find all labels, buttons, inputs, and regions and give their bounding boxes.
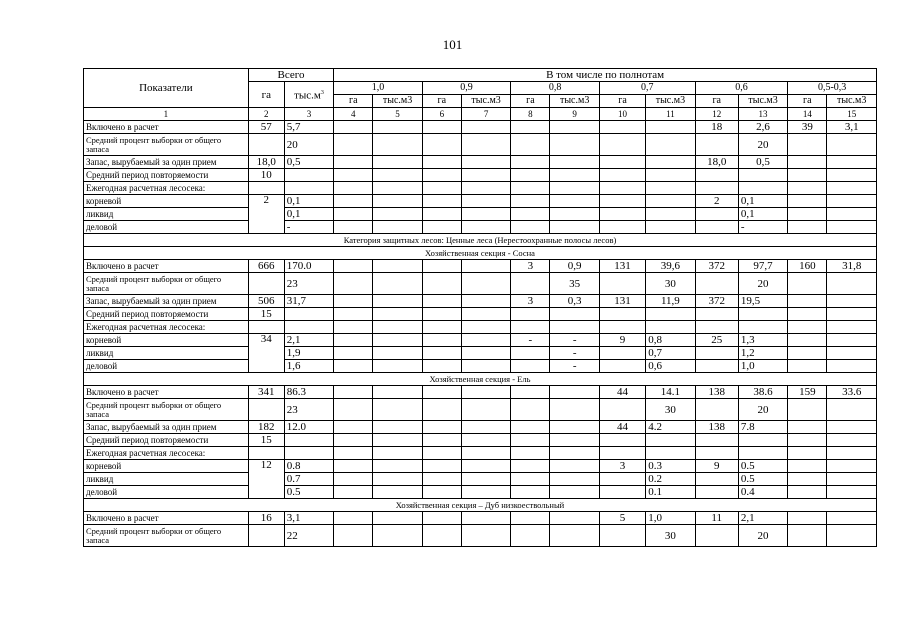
cell: 30 — [646, 399, 695, 421]
row-label: Включено в расчет — [84, 260, 249, 273]
cell: 23 — [284, 399, 333, 421]
cell: 9 — [695, 460, 738, 473]
unit-ha: га — [511, 95, 550, 108]
cell: 1,6 — [284, 360, 333, 373]
row-label: Запас, вырубаемый за один прием — [84, 295, 249, 308]
cell: 0.5 — [738, 460, 787, 473]
section-row — [84, 499, 877, 512]
cell: 2,1 — [284, 334, 333, 347]
density-0-6: 0,6 — [695, 82, 788, 95]
density-0-5-0-3: 0,5-0,3 — [788, 82, 877, 95]
cell: 5,7 — [284, 121, 333, 134]
table-row — [84, 421, 877, 434]
cell: 0,5 — [284, 156, 333, 169]
including-header: В том числе по полнотам — [334, 69, 877, 82]
cell: 0,8 — [646, 334, 695, 347]
section-row — [84, 373, 877, 386]
total-header: Всего — [248, 69, 333, 82]
col-num: 1 — [84, 108, 249, 121]
cell: 372 — [695, 295, 738, 308]
table-row — [84, 347, 877, 360]
cell: 31,7 — [284, 295, 333, 308]
cell: 39 — [788, 121, 827, 134]
row-label: Включено в расчет — [84, 386, 249, 399]
cell: 16 — [248, 512, 284, 525]
cell: 30 — [646, 525, 695, 547]
col-num: 6 — [422, 108, 461, 121]
cell: 20 — [738, 399, 787, 421]
cell: 39,6 — [646, 260, 695, 273]
table-row — [84, 512, 877, 525]
cell: 22 — [284, 525, 333, 547]
table-row — [84, 156, 877, 169]
table-row — [84, 386, 877, 399]
cell: 1,2 — [738, 347, 787, 360]
table-row — [84, 308, 877, 321]
cell: - — [511, 334, 550, 347]
cell: 12.0 — [284, 421, 333, 434]
total-ha-header: га — [248, 82, 284, 108]
cell: 0.3 — [646, 460, 695, 473]
category-title: Категория защитных лесов: Ценные леса (Нерестоохранные полосы лесов) — [84, 234, 877, 247]
cell: 86.3 — [284, 386, 333, 399]
cell: 0.5 — [284, 486, 333, 499]
table-row — [84, 525, 877, 547]
cell: 4.2 — [646, 421, 695, 434]
cell: 19,5 — [738, 295, 787, 308]
unit-ha: га — [422, 95, 461, 108]
table-row — [84, 182, 877, 195]
indicators-header: Показатели — [84, 69, 249, 108]
row-label: Средний процент выборки от общего запаса — [84, 525, 249, 547]
col-num: 15 — [827, 108, 877, 121]
density-0-8: 0,8 — [511, 82, 600, 95]
cell: 97,7 — [738, 260, 787, 273]
cell: 0.2 — [646, 473, 695, 486]
col-num: 7 — [461, 108, 510, 121]
table-row — [84, 473, 877, 486]
row-label: Запас, вырубаемый за один прием — [84, 421, 249, 434]
row-label: Средний период повторяемости — [84, 434, 249, 447]
cell: 0,3 — [550, 295, 599, 308]
cell: 25 — [695, 334, 738, 347]
cell: 5 — [599, 512, 645, 525]
density-0-9: 0,9 — [422, 82, 511, 95]
cell: 506 — [248, 295, 284, 308]
row-label: Ежегодная расчетная лесосека: — [84, 447, 249, 460]
table-row — [84, 195, 877, 208]
cell: 0,7 — [646, 347, 695, 360]
unit-m3: тыс.м3 — [738, 95, 787, 108]
table-row — [84, 360, 877, 373]
row-label: ликвид — [84, 208, 249, 221]
col-num: 10 — [599, 108, 645, 121]
cell: 3 — [599, 460, 645, 473]
unit-ha: га — [695, 95, 738, 108]
cell: 372 — [695, 260, 738, 273]
row-label: деловой — [84, 486, 249, 499]
cell: 31,8 — [827, 260, 877, 273]
row-label: Ежегодная расчетная лесосека: — [84, 321, 249, 334]
cell: 18,0 — [695, 156, 738, 169]
unit-m3: тыс.м3 — [461, 95, 510, 108]
total-m3-header: $тыс.м^3$ — [284, 82, 333, 108]
cell: 11,9 — [646, 295, 695, 308]
cell: 0,1 — [738, 195, 787, 208]
cell: 1,0 — [646, 512, 695, 525]
unit-m3: тыс.м3 — [550, 95, 599, 108]
table-row — [84, 134, 877, 156]
cell: 38.6 — [738, 386, 787, 399]
table-row — [84, 260, 877, 273]
cell: 30 — [646, 273, 695, 295]
cell: 1,3 — [738, 334, 787, 347]
cell: 1,0 — [738, 360, 787, 373]
cell: 666 — [248, 260, 284, 273]
cell: 0,6 — [646, 360, 695, 373]
cell: - — [550, 360, 599, 373]
cell: 44 — [599, 386, 645, 399]
cell: 35 — [550, 273, 599, 295]
row-label: Включено в расчет — [84, 121, 249, 134]
cell: 160 — [788, 260, 827, 273]
cell: - — [284, 221, 333, 234]
cell: 14.1 — [646, 386, 695, 399]
col-num: 11 — [646, 108, 695, 121]
density-0-7: 0,7 — [599, 82, 695, 95]
row-label: ликвид — [84, 473, 249, 486]
unit-ha: га — [334, 95, 373, 108]
cell: 138 — [695, 421, 738, 434]
row-label: Средний период повторяемости — [84, 308, 249, 321]
col-num: 2 — [248, 108, 284, 121]
cell: 57 — [248, 121, 284, 134]
cell: 34 — [248, 334, 284, 373]
cell: 2,1 — [738, 512, 787, 525]
cell: 44 — [599, 421, 645, 434]
table-row — [84, 321, 877, 334]
cell: 0,1 — [284, 208, 333, 221]
cell: 18 — [695, 121, 738, 134]
cell: - — [550, 334, 599, 347]
cell: 20 — [284, 134, 333, 156]
table-row — [84, 273, 877, 295]
cell: 20 — [738, 273, 787, 295]
row-label: Средний процент выборки от общего запаса — [84, 399, 249, 421]
cell: 7.8 — [738, 421, 787, 434]
cell: 0.8 — [284, 460, 333, 473]
cell: 2 — [248, 195, 284, 234]
cell: 20 — [738, 134, 787, 156]
table-row — [84, 169, 877, 182]
cell: 3,1 — [827, 121, 877, 134]
cell: 33.6 — [827, 386, 877, 399]
cell: 131 — [599, 295, 645, 308]
cell: - — [738, 221, 787, 234]
cell: 0.1 — [646, 486, 695, 499]
row-label: Средний процент выборки от общего запаса — [84, 273, 249, 295]
cell: 182 — [248, 421, 284, 434]
cell: 0.5 — [738, 473, 787, 486]
cell: 15 — [248, 434, 284, 447]
col-num: 9 — [550, 108, 599, 121]
header-row-1 — [84, 69, 877, 82]
row-label: Ежегодная расчетная лесосека: — [84, 182, 249, 195]
cell: 138 — [695, 386, 738, 399]
section-title-spruce: Хозяйственная секция - Ель — [84, 373, 877, 386]
row-label: деловой — [84, 360, 249, 373]
cell: 20 — [738, 525, 787, 547]
col-num: 5 — [373, 108, 422, 121]
cell: 0,5 — [738, 156, 787, 169]
unit-m3: тыс.м3 — [827, 95, 877, 108]
cell: 23 — [284, 273, 333, 295]
cell: 0,1 — [284, 195, 333, 208]
cell: 131 — [599, 260, 645, 273]
col-num: 4 — [334, 108, 373, 121]
table-row — [84, 121, 877, 134]
row-label: Запас, вырубаемый за один прием — [84, 156, 249, 169]
cell: 12 — [248, 460, 284, 499]
table-row — [84, 208, 877, 221]
cell: 3,1 — [284, 512, 333, 525]
cell: 9 — [599, 334, 645, 347]
unit-m3: тыс.м3 — [646, 95, 695, 108]
cell: 170.0 — [284, 260, 333, 273]
cell: 18,0 — [248, 156, 284, 169]
table-row — [84, 221, 877, 234]
column-numbers-row — [84, 108, 877, 121]
cell: 2 — [695, 195, 738, 208]
table-row — [84, 295, 877, 308]
section-title-pine: Хозяйственная секция - Сосна — [84, 247, 877, 260]
col-num: 12 — [695, 108, 738, 121]
cell: 0,1 — [738, 208, 787, 221]
col-num: 8 — [511, 108, 550, 121]
allowable-cut-table — [83, 68, 877, 547]
cell: 3 — [511, 295, 550, 308]
table-row — [84, 460, 877, 473]
col-num: 3 — [284, 108, 333, 121]
cell: 0.7 — [284, 473, 333, 486]
row-label: корневой — [84, 460, 249, 473]
section-title-oak: Хозяйственная секция – Дуб низкоествольный — [84, 499, 877, 512]
density-1-0: 1,0 — [334, 82, 423, 95]
cell: 3 — [511, 260, 550, 273]
cell: 10 — [248, 169, 284, 182]
table-row — [84, 399, 877, 421]
cell: 341 — [248, 386, 284, 399]
unit-ha: га — [599, 95, 645, 108]
row-label: деловой — [84, 221, 249, 234]
row-label: корневой — [84, 334, 249, 347]
cell: 2,6 — [738, 121, 787, 134]
table-row — [84, 334, 877, 347]
unit-m3: тыс.м3 — [373, 95, 422, 108]
col-num: 13 — [738, 108, 787, 121]
category-row — [84, 234, 877, 247]
cell: 11 — [695, 512, 738, 525]
table-row — [84, 447, 877, 460]
row-label: Средний процент выборки от общего запаса — [84, 134, 249, 156]
table-row — [84, 486, 877, 499]
unit-ha: га — [788, 95, 827, 108]
cell: 15 — [248, 308, 284, 321]
cell: - — [550, 347, 599, 360]
row-label: корневой — [84, 195, 249, 208]
cell: 0.4 — [738, 486, 787, 499]
cell: 0,9 — [550, 260, 599, 273]
section-row — [84, 247, 877, 260]
table-row — [84, 434, 877, 447]
row-label: Средний период повторяемости — [84, 169, 249, 182]
cell: 1,9 — [284, 347, 333, 360]
col-num: 14 — [788, 108, 827, 121]
page-number: 101 — [442, 37, 463, 52]
row-label: ликвид — [84, 347, 249, 360]
cell: 159 — [788, 386, 827, 399]
row-label: Включено в расчет — [84, 512, 249, 525]
